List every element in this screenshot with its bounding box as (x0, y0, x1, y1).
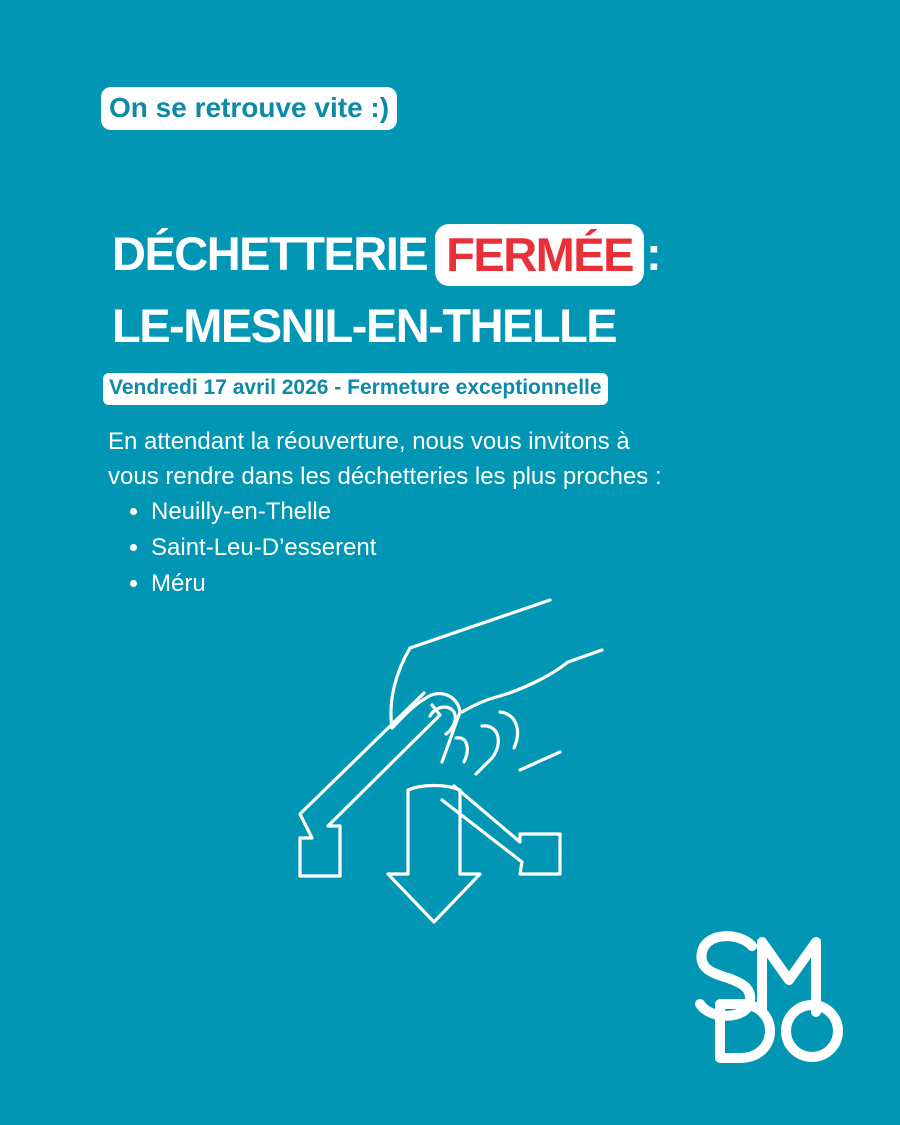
list-item: • Saint-Leu-D’esserent (151, 530, 788, 566)
list-item: • Neuilly-en-Thelle (151, 494, 788, 530)
intro-line-2: vous rendre dans les déchetteries les plus proches : (108, 463, 662, 490)
smdo-logo (680, 925, 860, 1075)
page-title (112, 226, 660, 289)
tagline-badge: On se retrouve vite :) (101, 87, 397, 130)
hand-dropping-waste-arrows-icon (295, 598, 615, 928)
list-item: • Méru (151, 566, 788, 602)
closed-status-badge: FERMÉE (435, 224, 644, 286)
title-word-dechetterie: DÉCHETTERIE (112, 227, 428, 280)
title-colon: : (646, 227, 661, 280)
alternatives-list (108, 494, 788, 602)
intro-line-1: En attendant la réouverture, nous vous invitons à (108, 428, 630, 455)
date-badge: Vendredi 17 avril 2026 - Fermeture exceptionnelle (103, 373, 608, 405)
intro-text (108, 424, 788, 602)
location-title: LE-MESNIL-EN-THELLE (112, 299, 617, 352)
